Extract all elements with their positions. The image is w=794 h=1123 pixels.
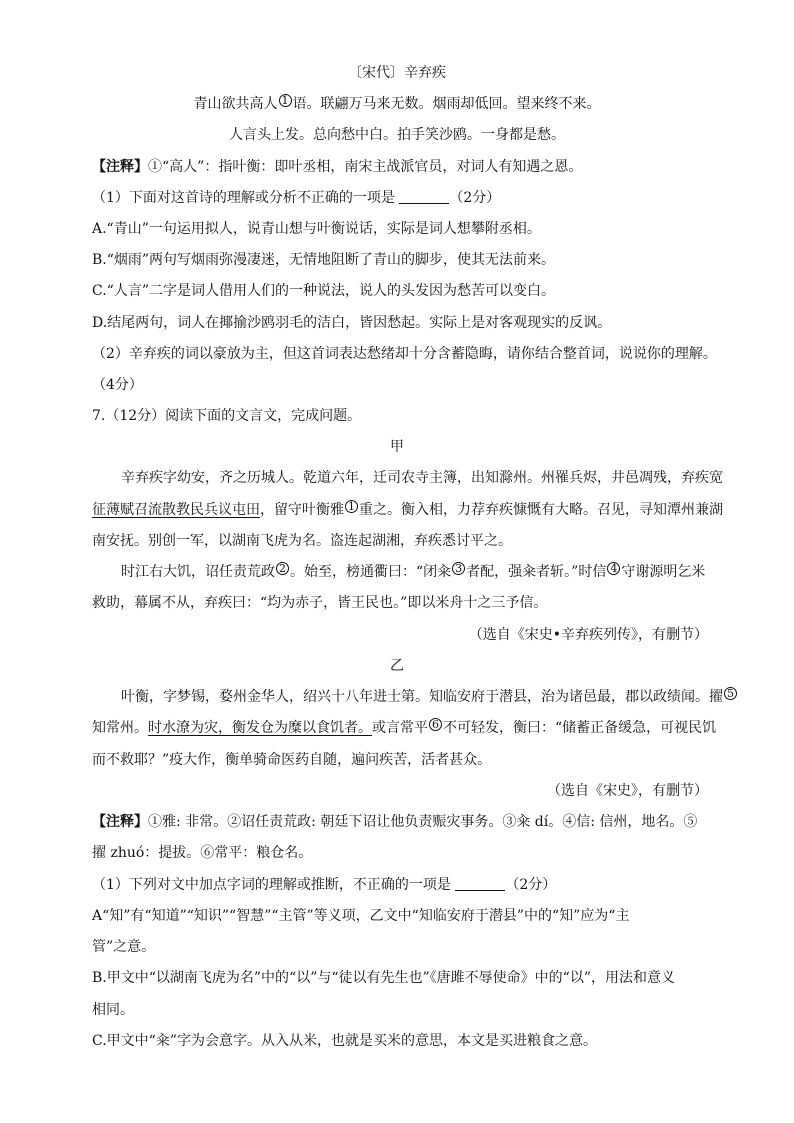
footnote-marker: 2 — [276, 562, 289, 575]
footnote-marker: 5 — [724, 687, 737, 700]
passage-b-line-3: 而不救耶？”疫大作，衡单骑命医药自随，遍问疾苦，活者甚众。 — [92, 752, 492, 768]
option-b-line-1: B.甲文中“以湖南飞虎为名”中的“以”与“徒以有先生也”《唐雎不辱使命》中的“以”，用法和意义 — [92, 970, 675, 986]
question-2-line-1: （2）辛弃疾的词以豪放为主，但这首词表达愁绪却十分含蓄隐晦，请你结合整首词，说说你的理解。 — [92, 346, 717, 362]
passage-b-source: （选自《宋史》，有删节） — [547, 783, 708, 799]
question-text: （1）下列对文中加点字词的理解或推断，不正确的一项是 — [92, 877, 451, 893]
option-a: A.“青山”一句运用拟人，说青山想与叶衡说话，实际是词人想攀附丞相。 — [92, 221, 541, 237]
passage-a-line-1: 辛弃疾字幼安，齐之历城人。乾道六年，迁司农寺主簿，出知滁州。州罹兵烬，井邑凋残，弃疾宽 — [121, 470, 723, 486]
option-a-line-1: A“知”有“知道”“知识”“智慧”“主管”等义项，乙文中“知临安府于潜县”中的“知”应为“主 — [92, 908, 630, 924]
question-score: （2分） — [505, 877, 557, 893]
passage-a-heading: 甲 — [390, 439, 404, 455]
question-7: 7.（12分）阅读下面的文言文，完成问题。 — [92, 408, 362, 424]
option-c-line-1: C.甲文中“籴”字为会意字。从入从米，也就是买米的意思，本文是买进粮食之意。 — [92, 1033, 597, 1049]
text-span: 时江右大饥，诏任责荒政 — [121, 564, 275, 580]
text-span: 者配，强籴者斩。”时信 — [466, 564, 607, 580]
underlined-sentence: 征薄赋召流散教民兵议屯田 — [92, 502, 260, 518]
text-span: 不可轻发，衡曰：“储蓄正备缓急，可视民饥 — [443, 720, 717, 736]
question-2-line-2: （4分） — [92, 377, 143, 393]
footnote-marker: 1 — [345, 500, 358, 513]
question-3-stem — [92, 875, 556, 895]
text-span: 或言常平 — [372, 720, 428, 736]
option-a-line-2: 管”之意。 — [92, 939, 156, 955]
question-text: （1）下面对这首诗的理解或分析不正确的一项是 — [92, 190, 395, 206]
note-text: ①雅: 非常。②诏任责荒政: 朝廷下诏让他负责赈灾事务。③籴 dí。④信: 信州，地名。⑤ — [148, 814, 698, 830]
poem-author: 〔宋代〕辛弃疾 — [348, 65, 446, 81]
note-text: ①“高人”：指叶衡：即叶丞相，南宋主战派官员，对词人有知遇之恩。 — [148, 159, 583, 175]
footnote-marker: 3 — [452, 562, 465, 575]
footnote-marker: 6 — [429, 718, 442, 731]
note-label: 【注释】 — [92, 814, 148, 830]
footnote-marker: 4 — [607, 562, 620, 575]
question-score: （2分） — [449, 190, 501, 206]
note-label: 【注释】 — [92, 159, 148, 175]
option-c: C.“人言”二字是词人借用人们的一种说法，说人的头发因为愁苦可以变白。 — [92, 283, 555, 299]
passage-b-heading: 乙 — [390, 658, 404, 674]
poem-line-2: 人言头上发。总向愁中白。拍手笑沙鸥。一身都是愁。 — [229, 127, 565, 143]
poem-line-1-a: 青山欲共高人 — [193, 96, 278, 112]
answer-blank[interactable] — [399, 189, 449, 204]
option-d: D.结尾两句，词人在揶揄沙鸥羽毛的洁白，皆因愁起。实际上是对客观现实的反讽。 — [92, 315, 612, 331]
poem-line-1-b: 语。联翩万马来无数。烟雨却低回。望来终不来。 — [292, 96, 601, 112]
passage-b-line-2 — [92, 718, 716, 738]
text-span: 知常州。 — [92, 720, 148, 736]
text-span: 叶衡，字梦锡，婺州金华人，绍兴十八年进士第。知临安府于潜县，治为诸邑最，郡以政绩闻。擢 — [121, 689, 723, 705]
underlined-sentence: 时水潦为灾，衡发仓为糜以食饥者。 — [148, 720, 372, 736]
answer-blank[interactable] — [455, 876, 505, 891]
passage-a-source: （选自《宋史•辛弃疾列传》，有删节） — [468, 627, 708, 643]
passage-a-line-5: 救助，幕属不从，弃疾曰：“均为赤子，皆王民也。”即以米舟十之三予信。 — [92, 595, 548, 611]
text-span: 重之。衡入相，力荐弃疾慷慨有大略。召见，寻知潭州兼湖 — [359, 502, 723, 518]
passage-a-line-4 — [121, 562, 705, 582]
note-2-line-2: 擢 zhuó：提拔。⑥常平：粮仓名。 — [92, 845, 313, 861]
note-1 — [92, 157, 582, 177]
passage-b-line-1 — [121, 687, 738, 707]
text-span: ，留守叶衡雅 — [260, 502, 344, 518]
footnote-marker: 1 — [279, 94, 292, 107]
passage-a-line-2 — [92, 500, 723, 520]
passage-a-line-3: 南安抚。别创一军，以湖南飞虎为名。盗连起湖湘，弃疾悉讨平之。 — [92, 533, 512, 549]
text-span: 守谢源明乞米 — [621, 564, 706, 580]
option-b: B.“烟雨”两句写烟雨弥漫凄迷，无情地阻断了青山的脚步，使其无法前来。 — [92, 252, 556, 268]
option-b-line-2: 相同。 — [92, 1002, 134, 1018]
text-span: 。始至，榜通衢曰：“闭籴 — [290, 564, 452, 580]
question-1-stem — [92, 188, 500, 208]
poem-line-1 — [0, 94, 794, 114]
note-2-line-1 — [92, 812, 697, 832]
